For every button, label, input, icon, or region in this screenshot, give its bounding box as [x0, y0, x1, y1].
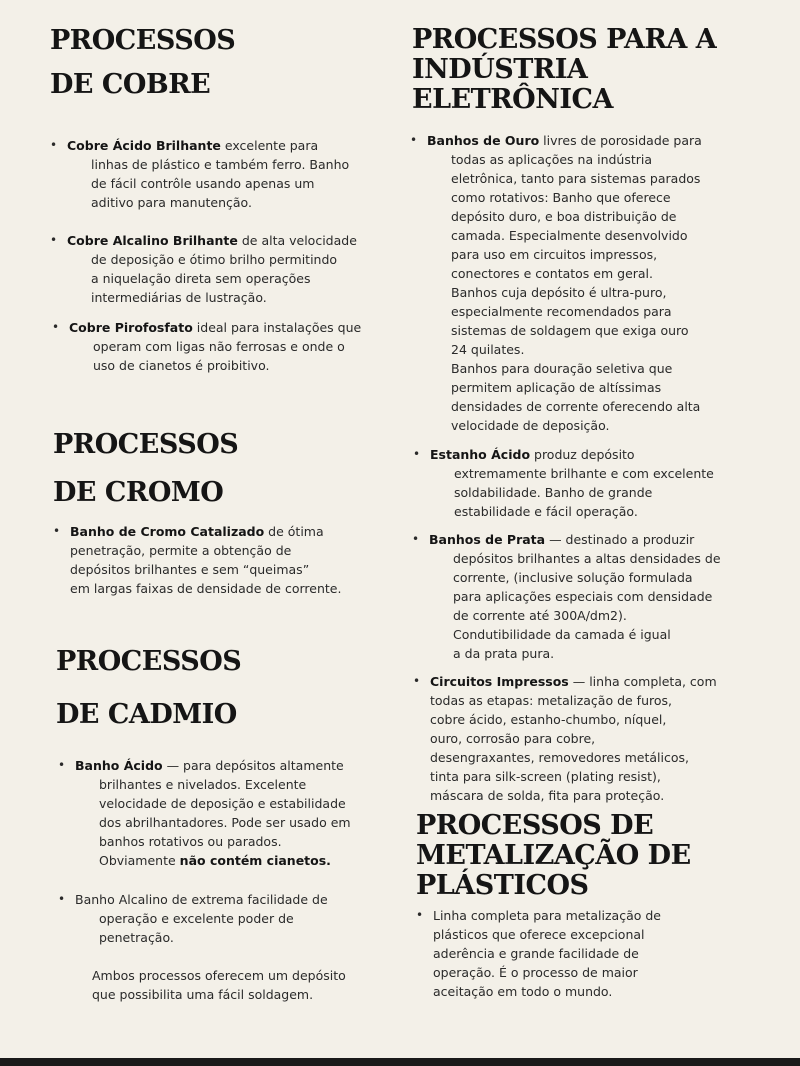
- cobre-title-line2: DE COBRE: [50, 69, 211, 100]
- eletronica-title-line2: INDÚSTRIA: [412, 54, 588, 85]
- list-item: • Banho Ácido — para depósitos altamente brilhantes e nivelados. Excelente velocidade de deposição e estabilidade dos abrilhantadores. Pode ser usado em banhos rotativos ou parados. Obviamente não contém cianetos.: [58, 758, 351, 868]
- cadmio-title-line2: DE CADMIO: [56, 699, 237, 730]
- plasticos-title-line1: PROCESSOS DE: [416, 810, 654, 841]
- list-item: • Linha completa para metalização de plásticos que oferece excepcional aderência e grande facilidade de operação. É o processo de maior aceitação em todo o mundo.: [416, 908, 661, 999]
- plasticos-title-line2: METALIZAÇÃO DE: [416, 840, 691, 871]
- list-item: • Estanho Ácido produz depósito extremamente brilhante e com excelente soldabilidade. Banho de grande estabilidade e fácil operação.: [413, 447, 714, 519]
- cromo-title-line1: PROCESSOS: [53, 429, 239, 460]
- list-item: • Banhos de Prata — destinado a produzir depósitos brilhantes a altas densidades de corrente, (inclusive solução formulada para aplicações especiais com densidade de corrente até 300A/dm2). Condutibilidade da camada é igual a da prata pura.: [412, 532, 721, 661]
- list-item: • Banho Alcalino de extrema facilidade de operação e excelente poder de penetração.: [58, 892, 328, 945]
- list-item: • Cobre Pirofosfato ideal para instalações que operam com ligas não ferrosas e onde o uso de cianetos é proibitivo.: [52, 320, 362, 373]
- cadmio-closing-paragraph: Ambos processos oferecem um depósito que possibilita uma fácil soldagem.: [92, 968, 346, 1002]
- eletronica-title-line3: ELETRÔNICA: [412, 84, 613, 115]
- cobre-title-line1: PROCESSOS: [50, 25, 236, 56]
- eletronica-title-line1: PROCESSOS PARA A: [412, 24, 717, 55]
- list-item: • Banho de Cromo Catalizado de ótima penetração, permite a obtenção de depósitos brilhantes e sem “queimas” em largas faixas de densidade de corrente.: [53, 524, 342, 596]
- cromo-title-line2: DE CROMO: [53, 477, 224, 508]
- page-bottom-edge: [0, 1058, 800, 1066]
- list-item: • Banhos de Ouro livres de porosidade para todas as aplicações na indústria eletrônica, tanto para sistemas parados como rotativos: Banho que oferece depósito duro, e boa distribuição de camada. Especialmente desenvolvido para uso em circuitos impressos, conectores e contatos em geral. Banhos cuja depósito é ultra-puro, especialmente recomendados para sistemas de soldagem que exiga ouro 24 quilates. Banhos para douração seletiva que permitem aplicação de altíssimas densidades de corrente oferecendo alta velocidade de deposição.: [410, 133, 702, 433]
- list-item: • Circuitos Impressos — linha completa, com todas as etapas: metalização de furos, cobre ácido, estanho-chumbo, níquel, ouro, corrosão para cobre, desengraxantes, removedores metálicos, tinta para silk-screen (plating resist), máscara de solda, fita para proteção.: [413, 674, 717, 803]
- list-item: • Cobre Alcalino Brilhante de alta velocidade de deposição e ótimo brilho permitindo a niquelação direta sem operações intermediárias de lustração.: [50, 233, 357, 305]
- list-item: • Cobre Ácido Brilhante excelente para linhas de plástico e também ferro. Banho de fácil contrôle usando apenas um aditivo para manutenção.: [50, 138, 350, 210]
- cadmio-title-line1: PROCESSOS: [56, 646, 242, 677]
- plasticos-title-line3: PLÁSTICOS: [416, 870, 589, 901]
